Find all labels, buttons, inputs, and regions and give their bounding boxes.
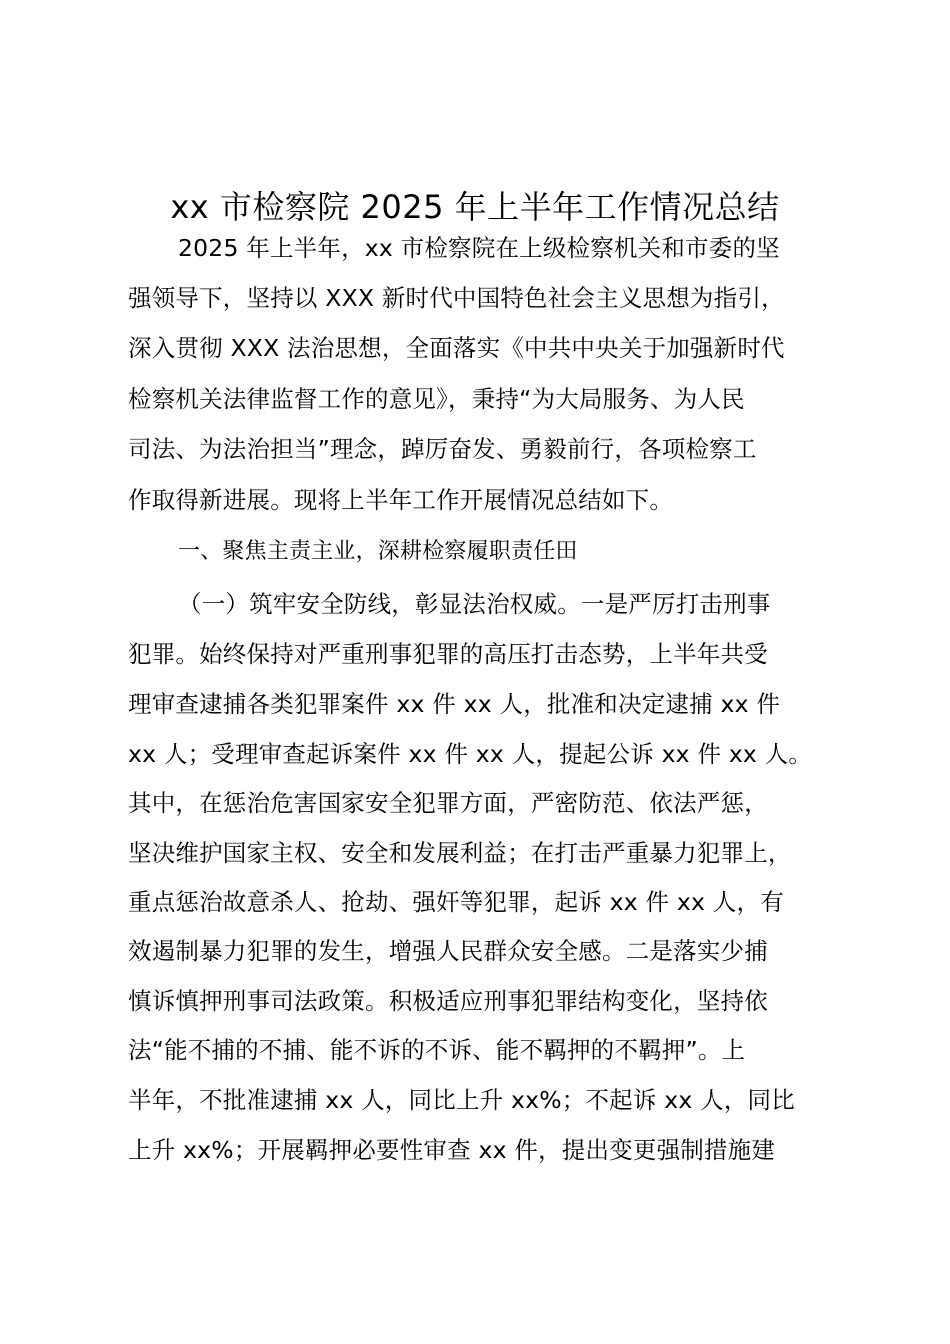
body-line: 法“能不捕的不捕、能不诉的不诉、能不羁押的不羁押”。上 [128,1036,746,1064]
intro-line: 2025 年上半年，xx 市检察院在上级检察机关和市委的坚 [178,234,780,262]
intro-line: 司法、为法治担当”理念，踔厉奋发、勇毅前行，各项检察工 [128,435,757,463]
body-line: 重点惩治故意杀人、抢劫、强奸等犯罪，起诉 xx 件 xx 人，有 [128,888,784,916]
document-title: xx 市检察院 2025 年上半年工作情况总结 [170,188,780,226]
body-line: 上升 xx%；开展羁押必要性审查 xx 件，提出变更强制措施建 [128,1136,776,1164]
intro-line: 深入贯彻 XXX 法治思想，全面落实《中共中央关于加强新时代 [128,334,785,362]
body-line: （一）筑牢安全防线，彰显法治权威。一是严厉打击刑事 [178,590,771,618]
body-line: 半年，不批准逮捕 xx 人，同比上升 xx%；不起诉 xx 人，同比 [128,1086,795,1114]
body-line: 其中，在惩治危害国家安全犯罪方面，严密防范、依法严惩， [128,789,768,817]
intro-line: 强领导下，坚持以 XXX 新时代中国特色社会主义思想为指引， [128,284,785,312]
body-line: 犯罪。始终保持对严重刑事犯罪的高压打击态势，上半年共受 [128,640,768,668]
intro-line: 检察机关法律监督工作的意见》，秉持“为大局服务、为人民 [128,385,745,413]
body-line: 理审查逮捕各类犯罪案件 xx 件 xx 人，批准和决定逮捕 xx 件 [128,690,781,718]
section-heading: 一、聚焦主责主业，深耕检察履职责任田 [178,539,578,564]
body-line: xx 人；受理审查起诉案件 xx 件 xx 人，提起公诉 xx 件 xx 人。 [128,740,813,768]
body-line: 坚决维护国家主权、安全和发展利益；在打击严重暴力犯罪上， [128,839,792,867]
body-line: 慎诉慎押刑事司法政策。积极适应刑事犯罪结构变化，坚持依 [128,987,768,1015]
intro-line: 作取得新进展。现将上半年工作开展情况总结如下。 [128,486,674,514]
body-line: 效遏制暴力犯罪的发生，增强人民群众安全感。二是落实少捕 [128,937,768,965]
